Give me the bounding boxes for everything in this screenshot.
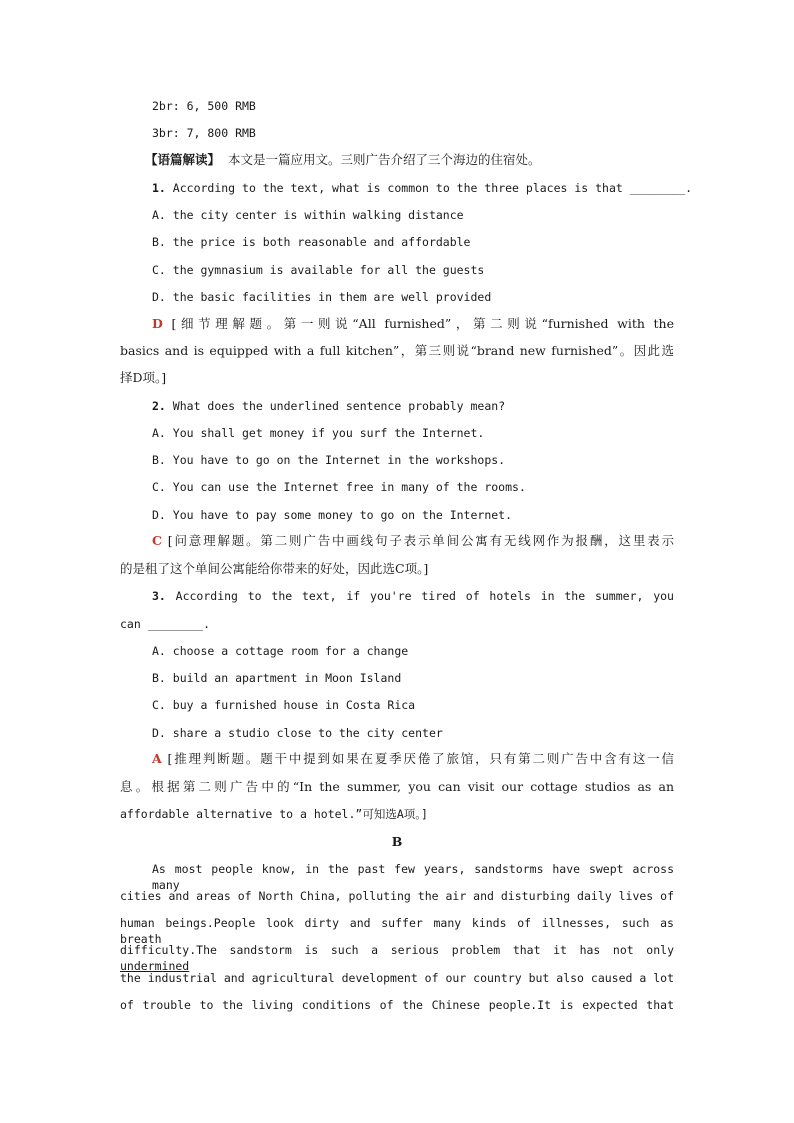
question-1-option-d: D. the basic facilities in them are well provided xyxy=(152,290,492,304)
question-3-option-c: C. buy a furnished house in Costa Rica xyxy=(152,698,416,712)
question-1-explanation-line-2: basics and is equipped with a full kitchen”，第三则说“brand new furnished”。因此选 xyxy=(120,343,674,358)
question-3 xyxy=(152,588,674,604)
price-3br: 3br: 7, 800 RMB xyxy=(152,126,256,140)
reading-intro xyxy=(145,152,540,168)
passage-line-3: human beings.People look dirty and suffer many kinds of illnesses, such as breath xyxy=(120,916,674,946)
question-1-option-b: B. the price is both reasonable and affordable xyxy=(152,235,471,249)
passage-line-5: the industrial and agricultural development of our country but also caused a lot xyxy=(120,971,674,985)
question-3-option-a: A. choose a cottage room for a change xyxy=(152,644,409,658)
question-3-explanation-line-1: A [推理判断题。题干中提到如果在夏季厌倦了旅馆，只有第二则广告中含有这一信 xyxy=(152,751,674,766)
question-2-option-b: B. You have to go on the Internet in the workshops. xyxy=(152,453,506,467)
question-3-number: 3. xyxy=(152,589,166,603)
question-3-stem-line-2: can ________. xyxy=(120,617,211,631)
underlined-word: undermined xyxy=(120,959,190,973)
passage-line-2: cities and areas of North China, polluting the air and disturbing daily lives of xyxy=(120,889,674,903)
question-2 xyxy=(152,398,505,414)
question-1-explanation-line-1: D [细节理解题。第一则说“All furnished”，第二则说“furnished with the xyxy=(152,316,674,331)
intro-label: 【语篇解读】 xyxy=(145,152,221,167)
question-1-stem: According to the text, what is common to the three places is that ________. xyxy=(172,181,693,195)
question-2-explanation-line-1: C [问意理解题。第二则广告中画线句子表示单间公寓有无线网作为报酬，这里表示 xyxy=(152,533,674,548)
price-2br: 2br: 6, 500 RMB xyxy=(152,99,256,113)
question-2-answer: C xyxy=(152,533,162,548)
question-3-option-d: D. share a studio close to the city center xyxy=(152,726,443,740)
question-1 xyxy=(152,180,692,196)
passage-line-1: As most people know, in the past few years, sandstorms have swept across many xyxy=(152,862,674,892)
question-1-answer: D xyxy=(152,316,163,331)
question-3-option-b: B. build an apartment in Moon Island xyxy=(152,671,402,685)
question-1-option-c: C. the gymnasium is available for all the guests xyxy=(152,263,485,277)
question-1-explanation-line-3: 择D项。] xyxy=(120,370,167,385)
question-3-explanation-line-3: affordable alternative to a hotel.”可知选A项。] xyxy=(120,807,428,821)
question-2-option-d: D. You have to pay some money to go on the Internet. xyxy=(152,508,513,522)
question-2-explanation-line-2: 的是租了这个单间公寓能给你带来的好处，因此选C项。] xyxy=(120,561,429,576)
question-3-explanation-line-2: 息。根据第二则广告中的“In the summer, you can visit our cottage studios as an xyxy=(120,779,674,794)
question-3-stem-line-1: According to the text, if you're tired of hotels in the summer, you xyxy=(175,589,674,603)
question-2-option-c: C. You can use the Internet free in many of the rooms. xyxy=(152,480,526,494)
section-b-heading: B xyxy=(391,834,403,849)
question-2-number: 2. xyxy=(152,399,166,413)
passage-line-4: difficulty.The sandstorm is such a serious problem that it has not only undermined xyxy=(120,943,674,973)
question-3-answer: A xyxy=(152,751,162,766)
question-2-option-a: A. You shall get money if you surf the Internet. xyxy=(152,426,485,440)
intro-text: 本文是一篇应用文。三则广告介绍了三个海边的住宿处。 xyxy=(227,152,541,167)
passage-line-6: of trouble to the living conditions of the Chinese people.It is expected that xyxy=(120,998,674,1012)
question-1-number: 1. xyxy=(152,181,166,195)
question-2-stem: What does the underlined sentence probably mean? xyxy=(172,399,506,413)
question-1-option-a: A. the city center is within walking distance xyxy=(152,208,464,222)
